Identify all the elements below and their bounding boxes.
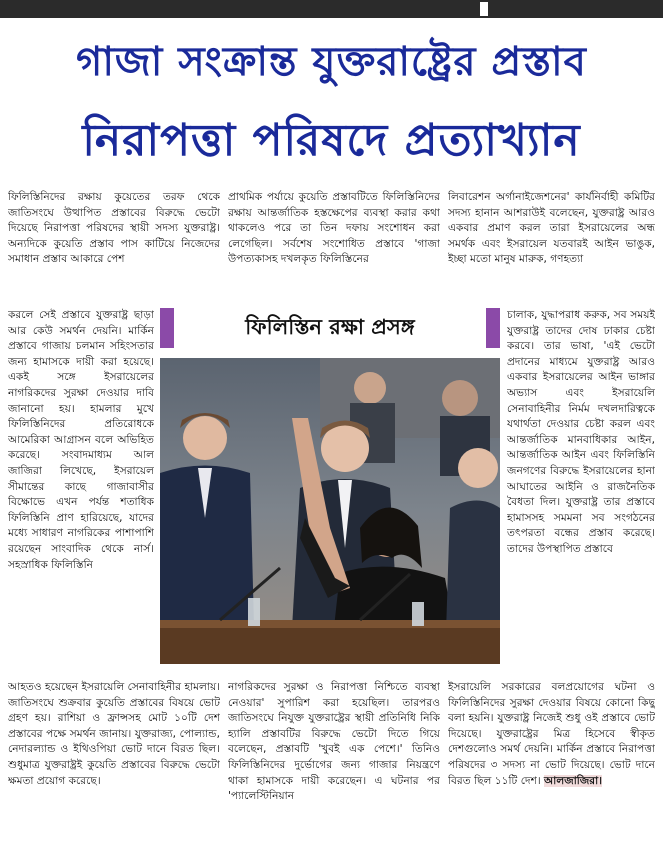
col2-bottom-text: নাগরিকদের সুরক্ষা ও নিরাপত্তা নিশ্চিতে ব্যবস্থা নেওয়ার' সুপারিশ করা হয়েছিল। তারপরও জাতিসংঘে নিযুক্ত যুক্তরাষ্ট্রের স্থায়ী প্রতিনিধি নিকি হ্যালি প্রস্তাবটির বিরুদ্ধে ভেটো দিতে গিয়ে বলেছেন, প্রস্তাবটি 'খুবই এক পেশে।' তিনিও ফিলিস্তিনিদের দুর্ভোগের জন্য গাজার নিয়ন্ত্রণে থাকা হামাসকে দায়ী করেছেন। এ ঘটনার পর 'প্যালেস্টিনিয়ান: [228, 681, 440, 803]
top-banner-bar: [0, 0, 663, 18]
news-photo-illustration: [160, 358, 500, 664]
headline-line-2: নিরাপত্তা পরিষদে প্রত্যাখ্যান: [82, 115, 581, 166]
col3-bottom-text: ইসরায়েলি সরকারের বলপ্রয়োগের ঘটনা ও ফিলিস্তিনিদের সুরক্ষা দেওয়ার বিষয়ে কোনো কিছু বলা হয়নি। যুক্তরাষ্ট্র নিজেই শুধু ওই প্রস্তাবে ভোট দিয়েছে। যুক্তরাষ্ট্রের মিত্র হিসেবে স্বীকৃত দেশগুলোও সমর্থ দেয়নি। মার্কিন প্রস্তাবে নিরাপত্তা পরিষদের ৩ সদস্য না ভোট দিয়েছে। ভোট দানে বিরত ছিল ১১টি দেশ। আলজাজিরা।: [448, 681, 655, 787]
headline-line-1: গাজা সংক্রান্ত যুক্তরাষ্ট্রের প্রস্তাব: [76, 39, 587, 85]
col1-narrow-text: করলে সেই প্রস্তাবে যুক্তরাষ্ট্র ছাড়া আর কেউ সমর্থন দেয়নি। মার্কিন প্রস্তাবে গাজায় চলমান সহিংসতার জন্য হামাসকে দায়ী করা হয়েছে। একই সঙ্গে ইসরায়েলের নাগরিকদের সুরক্ষা দেওয়ার দাবি জানানো হয়। হামলার মুখে ফিলিস্তিনিদের প্রতিরোধকে আমেরিকা আগ্রাসন বলে অভিহিত করেছে। সংবাদমাধ্যম আল জাজিরা লিখেছে, ইসরায়েল সীমান্তের কাছে গাজাবাসীর বিক্ষোভে এখন পর্যন্ত শতাধিক ফিলিস্তিনি প্রাণ হারিয়েছে, যাদের মধ্যে সাধারণ নাগরিকের পাশাপাশি রয়েছেন সাংবাদিক থেকে নার্স। সহস্রাধিক ফিলিস্তিনি: [8, 309, 154, 571]
news-photo: [160, 358, 500, 664]
subheading-text: ফিলিস্তিন রক্ষা প্রসঙ্গ: [245, 314, 415, 339]
subheading-box: [160, 308, 500, 348]
source-tag: আলজাজিরা।: [544, 774, 602, 787]
col1-bottom-text: আহতও হয়েছেন ইসরায়েলি সেনাবাহিনীর হামলায়। জাতিসংঘে শুক্রবার কুয়েতি প্রস্তাবের বিষয়ে ভোট গ্রহণ হয়। রাশিয়া ও ফ্রান্সসহ মোট ১০টি দেশ প্রস্তাবের পক্ষে সমর্থন জানায়। যুক্তরাজ্য, পোল্যান্ড, নেদারল্যান্ড ও ইথিওপিয়া ভোট দানে বিরত ছিল। শুধুমাত্র যুক্তরাষ্ট্রই কুয়েতি প্রস্তাবের বিরুদ্ধে ভেটো ক্ষমতা প্রয়োগ করেছে।: [8, 681, 220, 787]
col2-top-text: প্রাথমিক পর্যায়ে কুয়েতি প্রস্তাবটিতে ফিলিস্তিনিদের রক্ষায় আন্তর্জাতিক হস্তক্ষেপের ব্যবস্থা করার কথা থাকলেও পরে তা তিন দফায় সংশোধন করা লেগেছিল। সর্বশেষ সংশোধিত প্রস্তাবে 'গাজা উপত্যকাসহ দখলকৃত ফিলিস্তিনের: [228, 191, 440, 266]
banner-mark: [480, 2, 488, 16]
col3-narrow-text: চালাক, যুদ্ধাপরাধ করুক, সব সময়ই যুক্তরাষ্ট্র তাদের দোষ ঢাকার চেষ্টা করবে। তার ভাষা, 'এই ভেটো প্রদানের মাধ্যমে যুক্তরাষ্ট্র আরও একবার ইসরায়েলের আইন ভাঙ্গার অভ্যাস এবং ইসরায়েলি সেনাবাহিনীর নির্মম দখলদারিত্বকে যথার্থতা দেওয়ার চেষ্টা করল এবং আন্তর্জাতিক মানবাধিকার আইন, আন্তর্জাতিক আইন এবং ফিলিস্তিনি জনগণের বিরুদ্ধে ইসরায়েলের হানা আঘাতের আইনি ও রাজনৈতিক বৈধতা দিল। যুক্তরাষ্ট্র তার প্রস্তাবে হামাসসহ সমমনা সব সংগঠনের তৎপরতা বন্ধের প্রস্তাব করেছে। তাদের উপস্থাপিত প্রস্তাবে: [507, 309, 655, 555]
col3-top-text: লিবারেশন অর্গানাইজেশনের' কার্যনির্বাহী কমিটির সদস্য হানান আশরাউই বলেছেন, যুক্তরাষ্ট্র আরও একবার প্রমাণ করল তারা ইসরায়েলের অন্ধ সমর্থক এবং ইসরায়েল যতবারই আইন ভাঙুক, ইচ্ছা মতো মানুষ মারুক, গণহত্যা: [448, 191, 655, 266]
col1-top-text: ফিলিস্তিনিদের রক্ষায় কুয়েতের তরফ থেকে জাতিসংঘে উত্থাপিত প্রস্তাবের বিরুদ্ধে ভেটো দিয়েছে নিরাপত্তা পরিষদের স্থায়ী সদস্য যুক্তরাষ্ট্র। অন্যদিকে কুয়েতি প্রস্তাব পাস কাটিয়ে নিজেদের সমাধান প্রস্তাব আকারে পেশ: [8, 191, 220, 266]
